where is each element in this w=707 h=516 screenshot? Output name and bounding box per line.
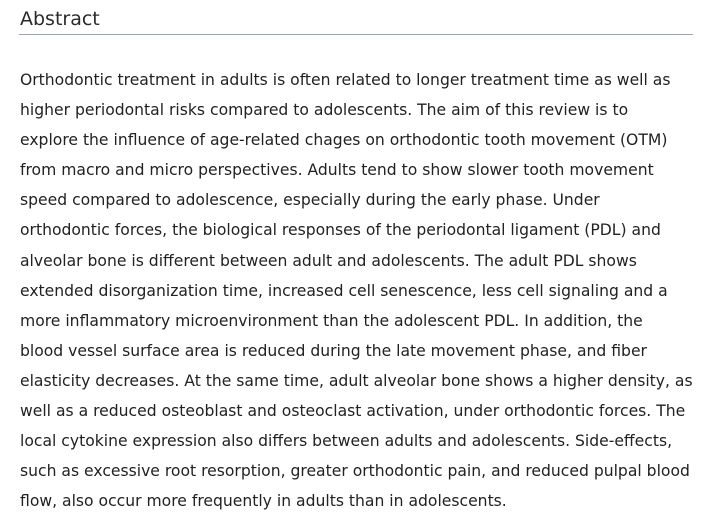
abstract-line: elasticity decreases. At the same time, adult alveolar bone shows a higher density, as: [20, 371, 693, 390]
section-heading: Abstract: [20, 8, 100, 30]
abstract-line: higher periodontal risks compared to adolescents. The aim of this review is to: [20, 101, 629, 120]
abstract-paragraph: [20, 65, 707, 516]
abstract-line: Orthodontic treatment in adults is often related to longer treatment time as well as: [20, 71, 671, 89]
abstract-line: extended disorganization time, increased cell senescence, less cell signaling and a: [20, 281, 668, 300]
abstract-line: explore the influence of age-related chages on orthodontic tooth movement (OTM): [20, 131, 668, 150]
abstract-line: more inflammatory microenvironment than the adolescent PDL. In addition, the: [20, 311, 643, 330]
abstract-line: blood vessel surface area is reduced during the late movement phase, and fiber: [20, 341, 647, 360]
abstract-line: local cytokine expression also differs between adults and adolescents. Side-effects,: [20, 432, 673, 451]
abstract-line: well as a reduced osteoblast and osteoclast activation, under orthodontic forces. The: [20, 402, 686, 421]
heading-divider: [19, 34, 693, 35]
abstract-line: flow, also occur more frequently in adults than in adolescents.: [20, 492, 507, 511]
abstract-line: such as excessive root resorption, greater orthodontic pain, and reduced pulpal blood: [20, 462, 690, 481]
abstract-line: alveolar bone is different between adult and adolescents. The adult PDL shows: [20, 251, 637, 270]
abstract-line: speed compared to adolescence, especially during the early phase. Under: [20, 191, 600, 210]
abstract-line: orthodontic forces, the biological responses of the periodontal ligament (PDL) and: [20, 221, 661, 240]
abstract-line: from macro and micro perspectives. Adults tend to show slower tooth movement: [20, 161, 654, 180]
